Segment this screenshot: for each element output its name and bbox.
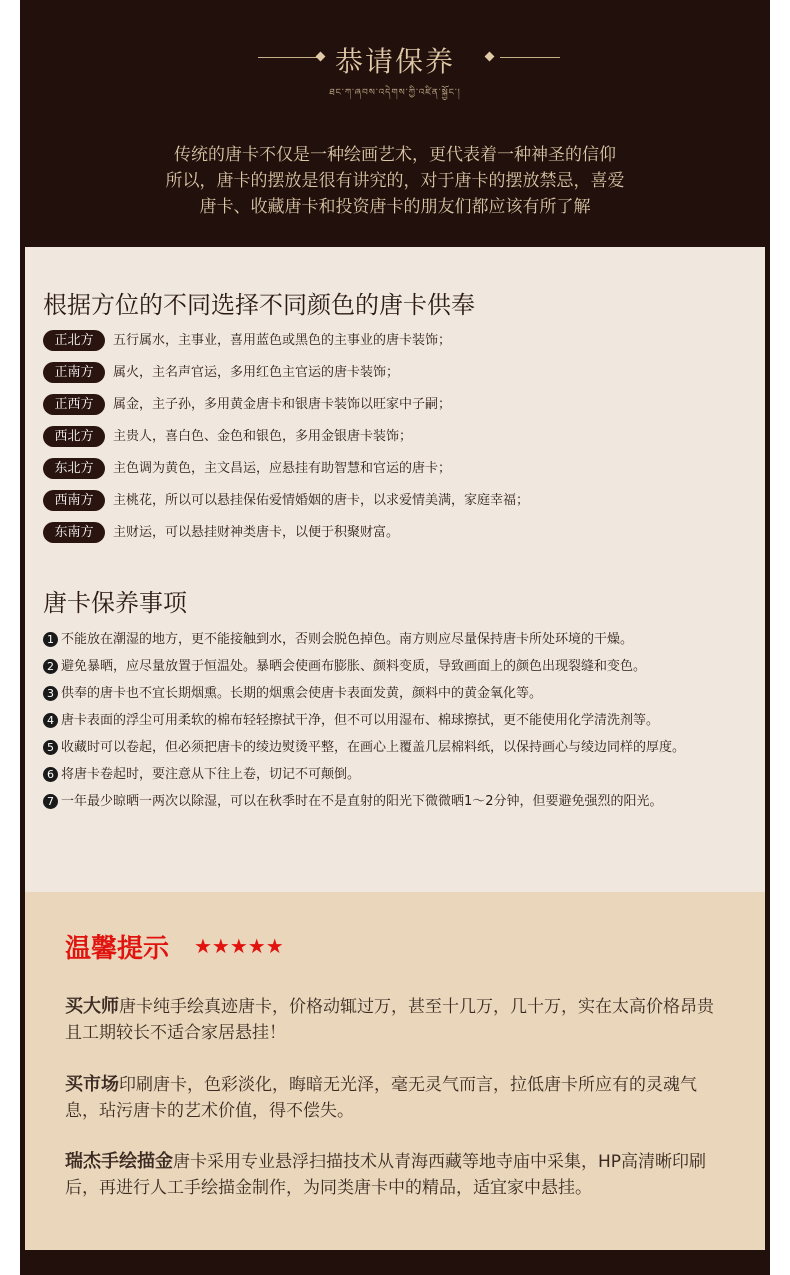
- list-item: [43, 738, 763, 765]
- care-text: 收藏时可以卷起，但必须把唐卡的绫边熨烫平整，在画心上覆盖几层棉料纸，以保持画心与绫边同样的厚度。: [61, 740, 686, 755]
- intro-line: 传统的唐卡不仅是一种绘画艺术，更代表着一种神圣的信仰: [174, 145, 616, 165]
- directions-title: 根据方位的不同选择不同颜色的唐卡供奉: [43, 291, 475, 319]
- care-text: 避免暴晒，应尽量放置于恒温处。暴晒会使画布膨胀、颜料变质，导致画面上的颜色出现裂缝和变色。: [61, 659, 647, 674]
- number-badge: 2: [43, 659, 58, 674]
- direction-badge: 西北方: [43, 426, 105, 447]
- content-panel: [25, 247, 765, 892]
- list-item: [43, 362, 753, 394]
- list-item: [43, 490, 753, 522]
- directions-list: [43, 330, 753, 554]
- header: [20, 0, 770, 245]
- direction-badge: 西南方: [43, 490, 105, 511]
- care-title: 唐卡保养事项: [43, 589, 187, 617]
- number-badge: 4: [43, 713, 58, 728]
- tip-text: 唐卡纯手绘真迹唐卡，价格动辄过万，甚至十几万，几十万，实在太高价格昂贵且工期较长不适合家居悬挂！: [65, 997, 714, 1043]
- care-text: 将唐卡卷起时，要注意从下往上卷，切记不可颠倒。: [61, 767, 361, 782]
- list-item: [43, 765, 763, 792]
- number-badge: 6: [43, 767, 58, 782]
- number-badge: 5: [43, 740, 58, 755]
- tips-panel: [25, 892, 765, 1250]
- number-badge: 1: [43, 632, 58, 647]
- direction-text: 属火，主名声官运，多用红色主官运的唐卡装饰；: [113, 365, 400, 380]
- direction-badge: 正南方: [43, 362, 105, 383]
- number-badge: 7: [43, 794, 58, 809]
- tip-paragraph: [65, 1072, 730, 1124]
- care-text: 供奉的唐卡也不宜长期烟熏。长期的烟熏会使唐卡表面发黄，颜料中的黄金氧化等。: [61, 686, 543, 701]
- list-item: [43, 330, 753, 362]
- intro-line: 唐卡、收藏唐卡和投资唐卡的朋友们都应该有所了解: [199, 197, 591, 217]
- tips-title: 温馨提示: [65, 934, 170, 964]
- list-item: [43, 394, 753, 426]
- direction-badge: 东北方: [43, 458, 105, 479]
- intro-line: 所以，唐卡的摆放是很有讲究的，对于唐卡的摆放禁忌，喜爱: [165, 171, 625, 191]
- direction-badge: 正西方: [43, 394, 105, 415]
- direction-badge: 东南方: [43, 522, 105, 543]
- care-text: 不能放在潮湿的地方，更不能接触到水，否则会脱色掉色。南方则应尽量保持唐卡所处环境的干燥。: [61, 632, 634, 647]
- page-title: 恭请保养: [334, 45, 455, 78]
- tip-text: 印刷唐卡，色彩淡化，晦暗无光泽，毫无灵气而言，拉低唐卡所应有的灵魂气息，玷污唐卡的艺术价值，得不偿失。: [65, 1075, 697, 1121]
- direction-text: 主色调为黄色，主文昌运，应悬挂有助智慧和官运的唐卡；: [113, 461, 452, 476]
- tip-paragraph: [65, 994, 730, 1046]
- direction-badge: 正北方: [43, 330, 105, 351]
- title-divider-right: [500, 57, 560, 58]
- list-item: [43, 458, 753, 490]
- tip-lead: 买大师: [65, 996, 119, 1017]
- tip-lead: 瑞杰手绘描金: [65, 1151, 173, 1172]
- list-item: [43, 630, 763, 657]
- direction-text: 五行属水，主事业，喜用蓝色或黑色的主事业的唐卡装饰；: [113, 333, 452, 348]
- list-item: [43, 522, 753, 554]
- direction-text: 主财运，可以悬挂财神类唐卡，以便于积聚财富。: [113, 525, 400, 540]
- direction-text: 主桃花，所以可以悬挂保佑爱情婚姻的唐卡，以求爱情美满，家庭幸福；: [113, 493, 530, 508]
- star-rating-icon: ★★★★★: [194, 934, 284, 958]
- tip-paragraph: [65, 1149, 730, 1201]
- list-item: [43, 792, 763, 819]
- care-list: [43, 630, 763, 819]
- tip-text: 唐卡采用专业悬浮扫描技术从青海西藏等地寺庙中采集，HP高清晰印刷后，再进行人工手绘描金制作，为同类唐卡中的精品，适宜家中悬挂。: [65, 1152, 707, 1198]
- direction-text: 属金，主子孙，多用黄金唐卡和银唐卡装饰以旺家中子嗣；: [113, 397, 452, 412]
- direction-text: 主贵人，喜白色、金色和银色，多用金银唐卡装饰；: [113, 429, 413, 444]
- list-item: [43, 426, 753, 458]
- list-item: [43, 657, 763, 684]
- care-text: 唐卡表面的浮尘可用柔软的棉布轻轻擦拭干净，但不可以用湿布、棉球擦拭，更不能使用化学清洗剂等。: [61, 713, 660, 728]
- intro-text: [100, 142, 690, 220]
- care-text: 一年最少晾晒一两次以除湿，可以在秋季时在不是直射的阳光下微微晒1～2分钟，但要避免强烈的阳光。: [61, 794, 663, 809]
- tibetan-subtitle: ཐང་ཀ་ཞབས་འདེགས་ཀྱི་འཛིན་སྐྱོང་།: [329, 88, 461, 98]
- tip-lead: 买市场: [65, 1074, 119, 1095]
- page-frame: [20, 0, 770, 1275]
- number-badge: 3: [43, 686, 58, 701]
- list-item: [43, 684, 763, 711]
- list-item: [43, 711, 763, 738]
